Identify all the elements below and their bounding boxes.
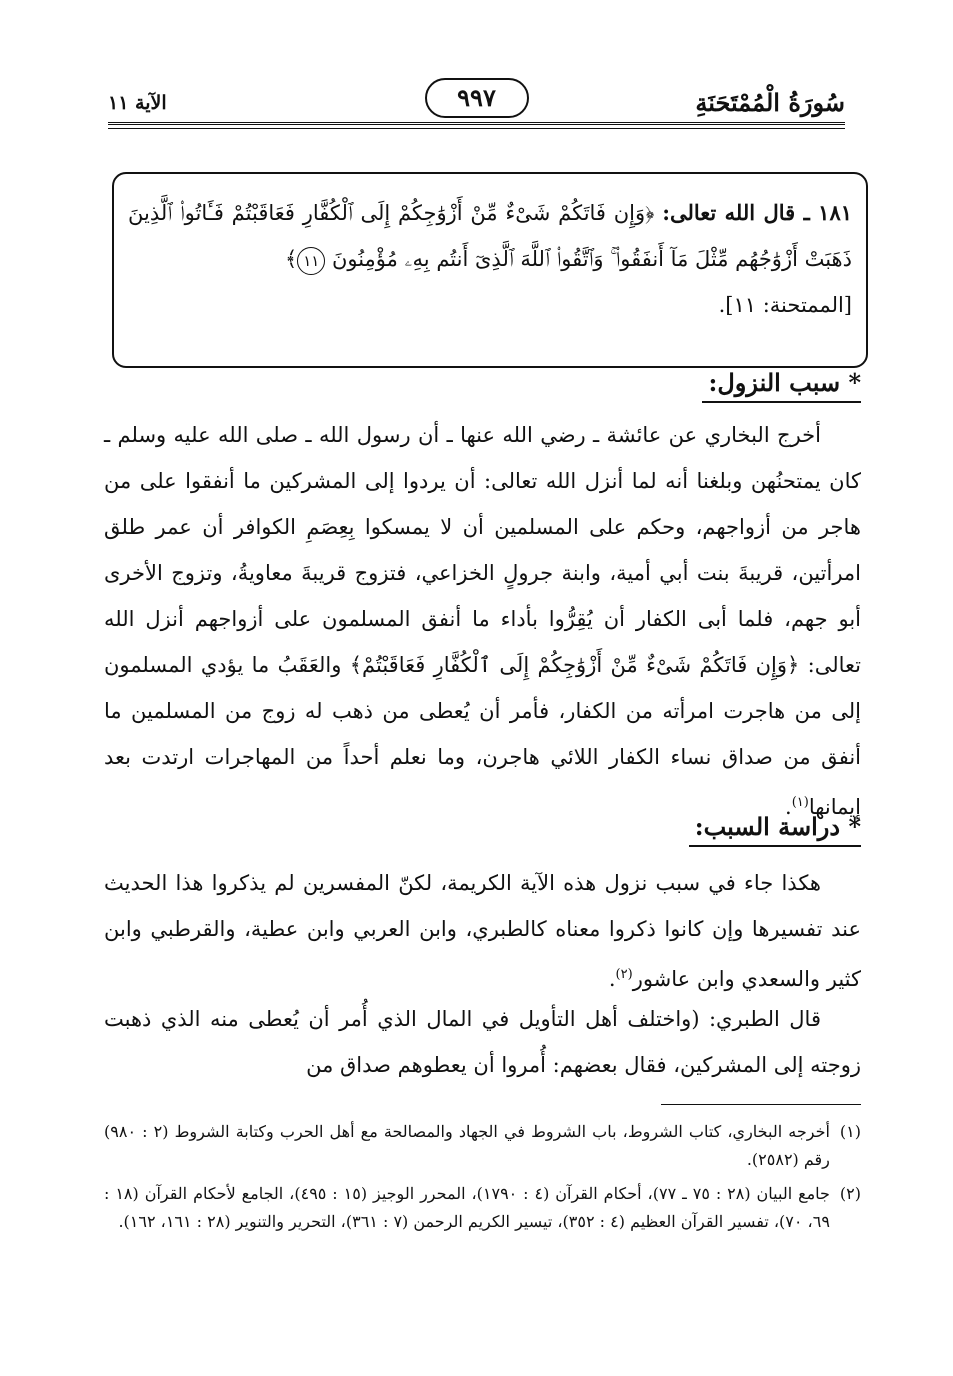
footnote-item <box>104 1180 861 1236</box>
footnote-ref-1[interactable]: (١) <box>791 795 809 810</box>
footnote-number: (٢) <box>839 1184 861 1203</box>
study-paragraph-1 <box>104 860 861 1002</box>
verse-reference: [الممتحنة: ١١]. <box>718 293 852 317</box>
verse-box <box>112 172 868 368</box>
study-paragraph-2: قال الطبري: (واختلف أهل التأويل في المال الذي أُمر أن يُعطى منه الذي ذهبت زوجته إلى المشركين، فقال بعضهم: أُمروا أن يعطوهم صداق من <box>104 1007 861 1077</box>
footnotes <box>104 1118 861 1242</box>
footnote-ref-2[interactable]: (٢) <box>615 967 633 982</box>
ayah-number-marker: ١١ <box>297 247 325 275</box>
verse-closing: ﴾ <box>284 247 298 271</box>
section-heading-reason: * سبب النزول: <box>702 368 861 403</box>
footnote-divider <box>661 1104 861 1105</box>
ayah-label: الآية ١١ <box>108 92 167 114</box>
page-number: ٩٩٧ <box>425 78 529 118</box>
section-heading-study: * دراسة السبب: <box>689 812 861 847</box>
reason-text: أخرج البخاري عن عائشة ـ رضي الله عنها ـ أن رسول الله ـ صلى الله عليه وسلم ـ كان يمتحنُهن وبلغنا أنه لما أنزل الله تعالى: أن يردوا إلى المشركين ما أنفقوا على من هاجر من أزواجهم، وحكم على المسلمين أن لا يمسكوا بِعِصَمِ الكوافر أن عمر طلق امرأتين، قريبةَ بنت أبي أمية، وابنة جرولٍ الخزاعي، فتزوج قريبةَ معاويةُ، وتزوج الأخرى أبو جهم، فلما أبى الكفار أن يُقِرُّوا بأداء ما أنفق المسلمون على أزواجهم أنزل الله تعالى: ﴿وَإِن فَاتَكُمْ شَىْءٌ مِّنْ أَزْوَٰجِكُمْ إِلَى ٱلْكُفَّارِ فَعَاقَبْتُمْ﴾ والعَقَبُ ما يؤدي المسلمون إلى من هاجرت امرأته من الكفار، فأمر أن يُعطى من ذهب له زوج من المسلمين ما أنفق من صداق نساء الكفار اللائي هاجرن، وما نعلم أحداً من المهاجرات ارتدت بعد إيمانها <box>104 423 861 819</box>
study-end-1: . <box>608 967 616 991</box>
header-rule <box>108 122 845 129</box>
footnote-number: (١) <box>839 1122 861 1141</box>
footnote-text: جامع البيان (٢٨ : ٧٥ ـ ٧٧)، أحكام القرآن (٤ : ١٧٩٠)، المحرر الوجيز (١٥ : ٤٩٥)، الجامع لأحكام القرآن (١٨ : ٦٩، ٧٠)، تفسير القرآن العظيم (٤ : ٣٥٢)، تيسير الكريم الرحمن (٧ : ٣٦١)، التحرير والتنوير (٢٨ : ١٦١، ١٦٢). <box>104 1184 830 1231</box>
study-text-1: هكذا جاء في سبب نزول هذه الآية الكريمة، لكنّ المفسرين لم يذكروا هذا الحديث عند تفسيرها وإن كانوا ذكروا معناه كالطبري، وابن العربي وابن عطية، والقرطبي وابن كثير والسعدي وابن عاشور <box>104 871 861 991</box>
page-header <box>108 78 845 130</box>
reason-end: . <box>785 795 792 819</box>
verse-label: ١٨١ ـ قال الله تعالى: <box>662 200 853 225</box>
reason-paragraph <box>104 412 861 830</box>
verse-text: ﴿وَإِن فَاتَكُمْ شَىْءٌ مِّنْ أَزْوَٰجِكُمْ إِلَى ٱلْكُفَّارِ فَعَاقَبْتُمْ فَـَٔاتُوا۟ ٱلَّذِينَ ذَهَبَتْ أَزْوَٰجُهُم مِّثْلَ مَآ أَنفَقُوا۟ ۚ وَٱتَّقُوا۟ ٱللَّهَ ٱلَّذِىٓ أَنتُم بِهِۦ مُؤْمِنُونَ <box>128 201 852 271</box>
footnote-item <box>104 1118 861 1174</box>
surah-title: سُورَةُ الْمُمْتَحَنَةِ <box>695 88 845 117</box>
footnote-text: أخرجه البخاري، كتاب الشروط، باب الشروط في الجهاد والمصالحة مع أهل الحرب وكتابة الشروط (٢ : ٩٨٠) رقم (٢٥٨٢). <box>104 1122 830 1169</box>
